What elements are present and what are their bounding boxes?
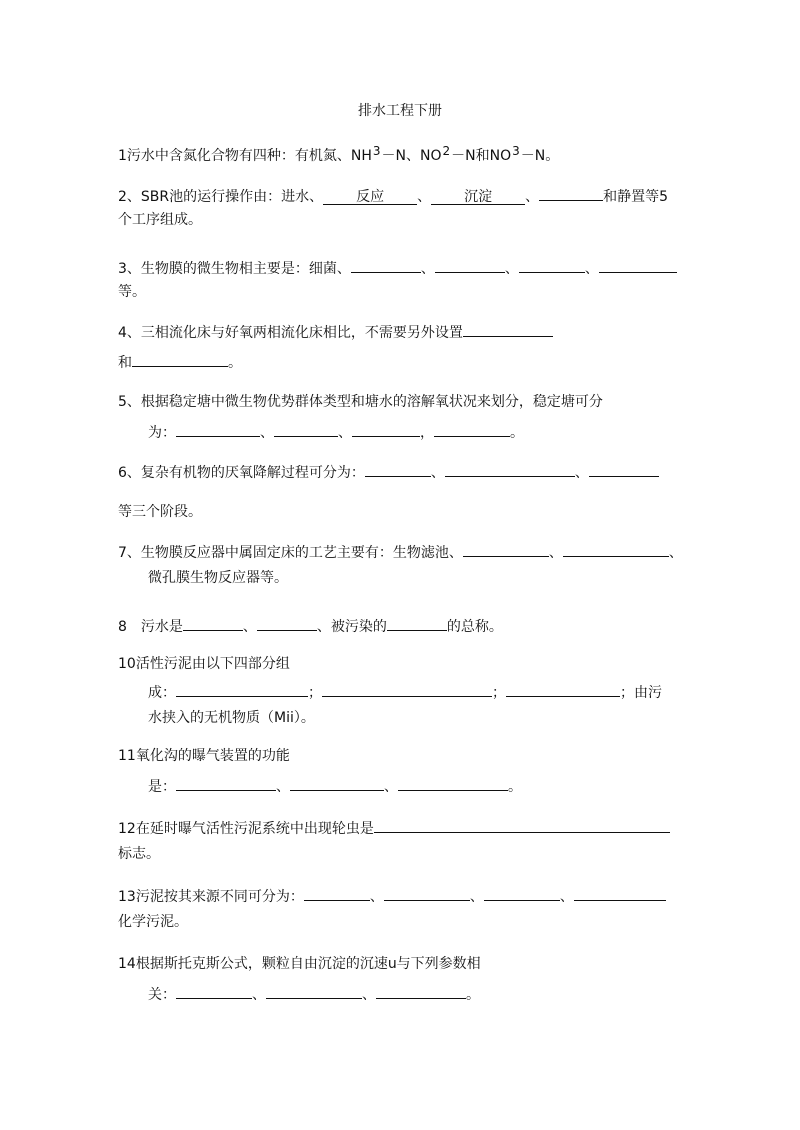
q12-prefix: 12在延时曝气活性污泥系统中出现轮虫是 <box>118 821 374 837</box>
q8-mid: 、被污染的 <box>316 619 387 635</box>
q7-sep-1: 、 <box>548 545 563 561</box>
q14-blank-3[interactable] <box>376 984 466 999</box>
question-14-line-1: 14根据斯托克斯公式，颗粒自由沉淀的沉速u与下列参数相 <box>118 956 481 972</box>
question-10-line-1: 10活性污泥由以下四部分组 <box>118 656 290 672</box>
q8-blank-2[interactable] <box>257 616 317 631</box>
q13-prefix: 13污泥按其来源不同可分为： <box>118 889 304 905</box>
q3-blank-2[interactable] <box>435 258 505 273</box>
q1-sup-3: 3 <box>512 144 520 158</box>
q3-blank-4[interactable] <box>599 258 677 273</box>
q4-blank-2[interactable] <box>132 352 228 367</box>
question-12-line-2: 标志。 <box>118 846 160 862</box>
q2-answer-2: 沉淀 <box>464 189 493 205</box>
q5-end: 。 <box>510 425 524 441</box>
question-7-line-2: 微孔膜生物反应器等。 <box>148 570 288 586</box>
question-6-line-2: 等三个阶段。 <box>118 504 202 520</box>
q3-sep-2: 、 <box>504 261 519 277</box>
question-3-line-2: 等。 <box>118 284 146 300</box>
q14-sep-1: 、 <box>252 987 266 1003</box>
q5-sep-2: 、 <box>338 425 352 441</box>
q6-sep-1: 、 <box>430 465 445 481</box>
q5-blank-2[interactable] <box>274 422 338 437</box>
q1-mid-2: －N和NO <box>451 148 512 164</box>
page-title: 排水工程下册 <box>358 103 442 119</box>
q8-end: 的总称。 <box>446 619 503 635</box>
q7-blank-1[interactable] <box>463 542 549 557</box>
question-2-line-2: 个工序组成。 <box>118 212 202 228</box>
question-1 <box>118 146 559 166</box>
q3-sep-1: 、 <box>420 261 435 277</box>
q13-sep-2: 、 <box>469 889 484 905</box>
q8-sep: 、 <box>242 619 257 635</box>
q11-blank-2[interactable] <box>290 776 384 791</box>
q10-line-2-end: ；由污 <box>620 685 662 701</box>
q3-blank-1[interactable] <box>351 258 421 273</box>
q2-answer-blank-1[interactable] <box>323 190 417 205</box>
q2-end: 和静置等5 <box>603 189 669 205</box>
q3-prefix: 3、生物膜的微生物相主要是：细菌、 <box>118 261 351 277</box>
q13-sep-3: 、 <box>559 889 574 905</box>
q11-sep-2: 、 <box>384 779 398 795</box>
q11-blank-3[interactable] <box>398 776 508 791</box>
question-14-line-2 <box>148 984 480 1005</box>
q5-blank-1[interactable] <box>176 422 260 437</box>
q1-mid-1: －N、NO <box>381 148 442 164</box>
q4-line-1: 4、三相流化床与好氧两相流化床相比，不需要另外设置 <box>118 325 463 341</box>
q14-prefix: 关： <box>148 987 176 1003</box>
question-6-line-1 <box>118 462 659 483</box>
q5-comma: ， <box>420 425 434 441</box>
question-4-line-1 <box>118 322 553 343</box>
question-13-line-2: 化学污泥。 <box>118 914 188 930</box>
q11-prefix: 是： <box>148 779 176 795</box>
q10-semi-2: ； <box>492 685 506 701</box>
q2-prefix: 2、SBR池的运行操作由：进水、 <box>118 189 324 205</box>
q1-prefix: 1污水中含氮化合物有四种：有机氮、NH <box>118 148 372 164</box>
q11-blank-1[interactable] <box>176 776 276 791</box>
q6-sep-2: 、 <box>574 465 589 481</box>
question-10-line-2 <box>148 682 662 703</box>
q6-blank-1[interactable] <box>365 462 431 477</box>
q11-sep-1: 、 <box>276 779 290 795</box>
q10-blank-1[interactable] <box>176 682 308 697</box>
q6-prefix: 6、复杂有机物的厌氧降解过程可分为： <box>118 465 365 481</box>
q8-prefix: 8 污水是 <box>118 619 183 635</box>
question-5-line-2 <box>148 422 524 443</box>
q13-blank-2[interactable] <box>384 886 470 901</box>
q5-prefix: 为： <box>148 425 176 441</box>
q6-blank-3[interactable] <box>589 462 659 477</box>
q13-sep-1: 、 <box>369 889 384 905</box>
q14-blank-1[interactable] <box>176 984 252 999</box>
q10-blank-3[interactable] <box>506 682 620 697</box>
q1-end: －N。 <box>520 148 560 164</box>
question-10-line-3: 水挟入的无机物质（Mii）。 <box>148 710 315 726</box>
q13-blank-3[interactable] <box>484 886 560 901</box>
q7-sep-2: 、 <box>668 545 683 561</box>
q3-sep-3: 、 <box>584 261 599 277</box>
q2-answer-blank-2[interactable] <box>431 190 525 205</box>
question-2-line-1 <box>118 186 668 207</box>
q2-answer-1: 反应 <box>356 189 385 205</box>
q8-blank-1[interactable] <box>183 616 243 631</box>
q6-blank-2[interactable] <box>445 462 575 477</box>
q14-end: 。 <box>466 987 480 1003</box>
q4-prefix: 和 <box>118 355 132 371</box>
q2-sep-1: 、 <box>417 189 432 205</box>
q8-blank-3[interactable] <box>387 616 447 631</box>
question-11-line-2 <box>148 776 522 797</box>
question-11-line-1: 11氧化沟的曝气装置的功能 <box>118 748 290 764</box>
question-12-line-1 <box>118 818 670 839</box>
q5-sep-1: 、 <box>260 425 274 441</box>
q14-blank-2[interactable] <box>266 984 362 999</box>
q5-blank-4[interactable] <box>434 422 510 437</box>
q7-blank-2[interactable] <box>563 542 669 557</box>
question-13-line-1 <box>118 886 666 907</box>
q3-blank-3[interactable] <box>519 258 585 273</box>
question-8 <box>118 616 503 637</box>
q1-sup-2: 2 <box>442 144 451 158</box>
question-3-line-1 <box>118 258 677 279</box>
question-5-line-1: 5、根据稳定塘中微生物优势群体类型和塘水的溶解氧状况来划分，稳定塘可分 <box>118 394 603 410</box>
q7-prefix: 7、生物膜反应器中属固定床的工艺主要有：生物滤池、 <box>118 545 463 561</box>
q14-sep-2: 、 <box>362 987 376 1003</box>
q2-sep-2: 、 <box>525 189 540 205</box>
q12-blank[interactable] <box>374 818 670 833</box>
q4-end: 。 <box>228 355 242 371</box>
q4-blank-1[interactable] <box>463 322 553 337</box>
q10-prefix: 成： <box>148 685 176 701</box>
question-4-line-2 <box>118 352 242 373</box>
q13-blank-1[interactable] <box>304 886 370 901</box>
q5-blank-3[interactable] <box>352 422 420 437</box>
q10-semi-1: ； <box>308 685 322 701</box>
q1-sup-1: 3 <box>372 144 381 158</box>
q11-end: 。 <box>508 779 522 795</box>
question-7-line-1 <box>118 542 683 563</box>
q10-blank-2[interactable] <box>322 682 492 697</box>
q2-blank-3[interactable] <box>539 186 603 201</box>
q13-blank-4[interactable] <box>574 886 666 901</box>
